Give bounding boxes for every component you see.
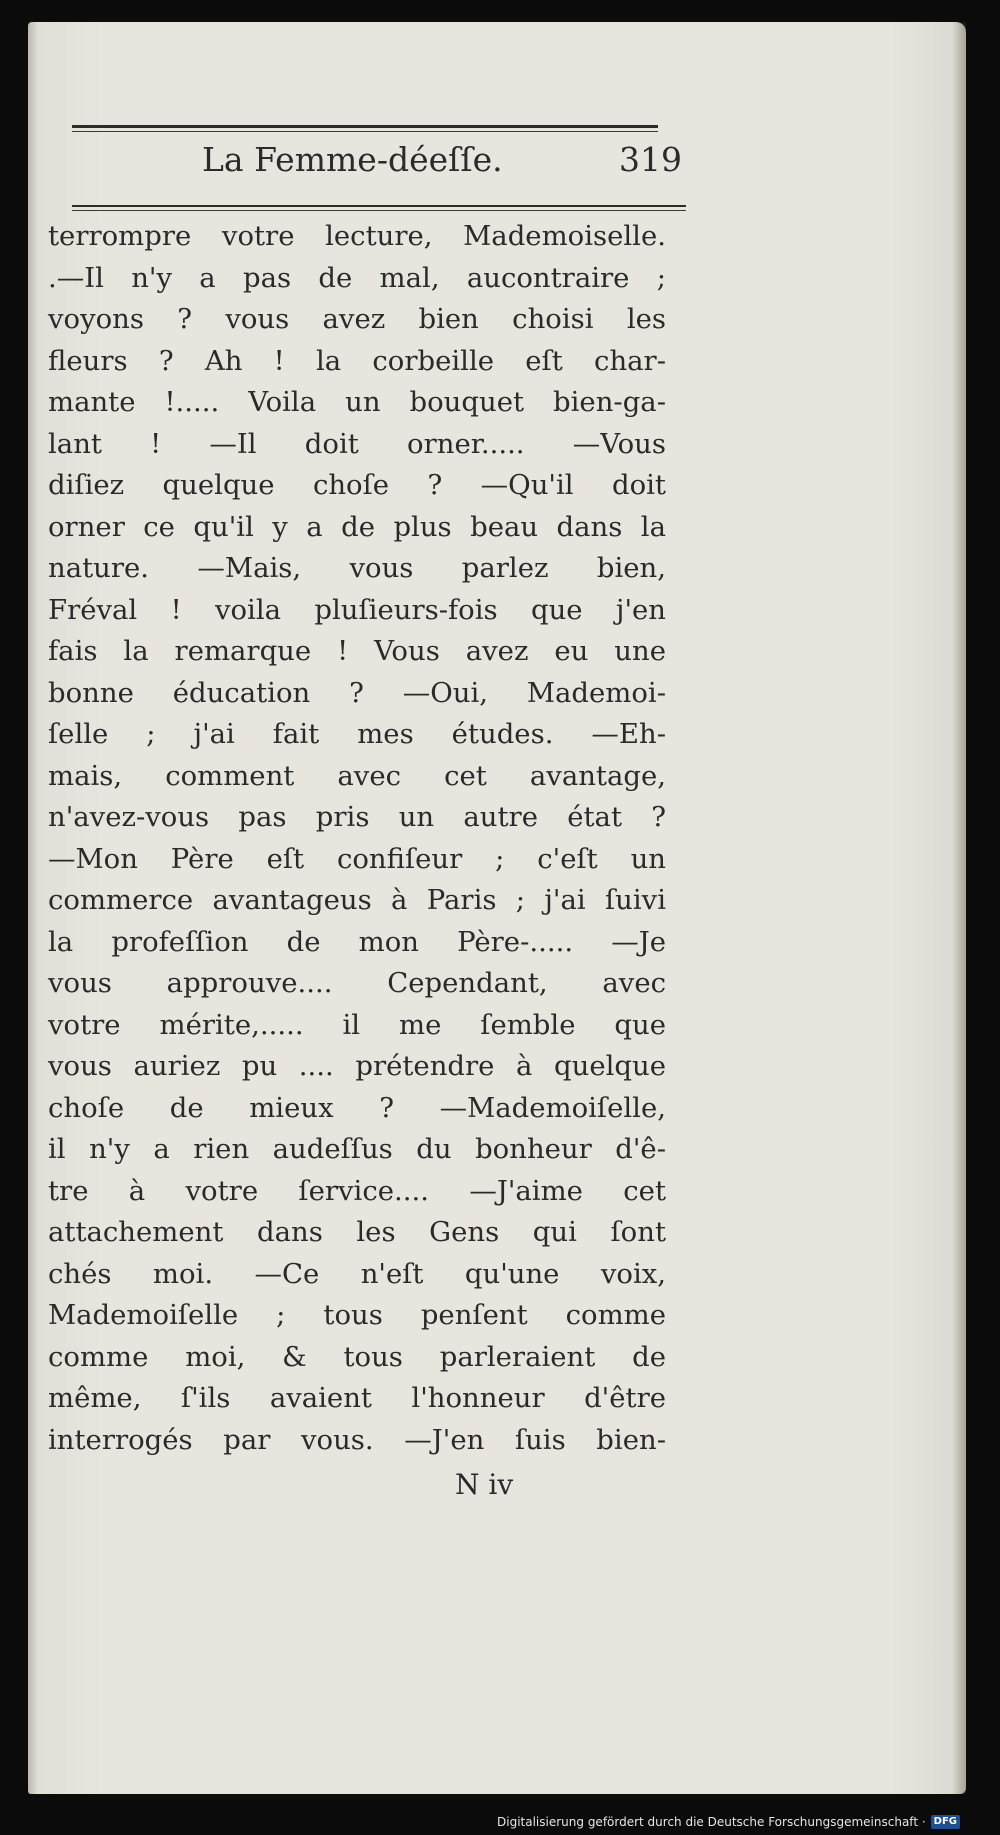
text-line: .—Il n'y a pas de mal, aucontraire ;	[48, 261, 666, 294]
text-line: votre mérite,..... il me ſemble que	[48, 1008, 666, 1041]
header-rule-top-thin	[72, 131, 658, 132]
body-text	[48, 216, 666, 1461]
text-line: n'avez-vous pas pris un autre état ?	[48, 801, 666, 833]
running-title: La Femme-déeſſe.	[202, 140, 503, 179]
text-line: il n'y a rien audeſſus du bonheur d'ê-	[48, 1133, 666, 1165]
text-line: vous approuve.... Cependant, avec	[48, 967, 666, 999]
header-rule-bottom	[72, 205, 686, 207]
text-line: —Mon Père eſt confiſeur ; c'eſt un	[48, 842, 666, 875]
text-line: orner ce qu'il y a de plus beau dans la	[48, 510, 666, 543]
text-line: chés moi. —Ce n'eſt qu'une voix,	[48, 1257, 666, 1290]
page-number: 319	[619, 140, 682, 179]
text-line: lant ! —Il doit orner..... —Vous	[48, 427, 666, 460]
credit-text: Digitalisierung gefördert durch die Deutsche Forschungsgemeinschaft ·	[497, 1815, 926, 1829]
page-edge-right	[952, 22, 966, 1794]
text-line: Fréval ! voila pluſieurs-fois que j'en	[48, 593, 666, 626]
text-line: comme moi, & tous parleraient de	[48, 1340, 666, 1373]
text-line: fleurs ? Ah ! la corbeille eſt char-	[48, 344, 666, 377]
text-line: Mademoiſelle ; tous penſent comme	[48, 1299, 666, 1331]
text-line: la profeſſion de mon Père-..... —Je	[48, 925, 666, 958]
header-rule-top	[72, 125, 658, 128]
text-line: nature. —Mais, vous parlez bien,	[48, 552, 666, 584]
text-line: bonne éducation ? —Oui, Mademoi-	[48, 676, 666, 709]
running-header	[72, 140, 682, 200]
text-line: commerce avantageus à Paris ; j'ai ſuivi	[48, 884, 666, 916]
text-line: ſelle ; j'ai fait mes études. —Eh-	[48, 718, 666, 750]
text-line: diſiez quelque choſe ? —Qu'il doit	[48, 469, 666, 501]
text-line: interrogés par vous. —J'en ſuis bien-	[48, 1423, 666, 1456]
text-line: terrompre votre lecture, Mademoiselle.	[48, 220, 666, 252]
digitization-credit	[497, 1815, 960, 1829]
header-rule-bottom-thin	[72, 210, 686, 211]
text-line: voyons ? vous avez bien choisi les	[48, 303, 666, 335]
page-edge-left	[28, 22, 38, 1794]
text-line: mais, comment avec cet avantage,	[48, 759, 666, 792]
text-line: tre à votre ſervice.... —J'aime cet	[48, 1174, 666, 1207]
text-line: vous auriez pu .... prétendre à quelque	[48, 1050, 666, 1082]
text-line: mante !..... Voila un bouquet bien-ga-	[48, 386, 666, 418]
signature-mark: N iv	[455, 1468, 514, 1501]
text-line: choſe de mieux ? —Mademoiſelle,	[48, 1091, 666, 1124]
text-line: même, ſ'ils avaient l'honneur d'être	[48, 1382, 666, 1414]
text-line: attachement dans les Gens qui ſont	[48, 1216, 666, 1248]
text-line: fais la remarque ! Vous avez eu une	[48, 635, 666, 667]
dfg-logo-icon: DFG	[931, 1815, 960, 1829]
